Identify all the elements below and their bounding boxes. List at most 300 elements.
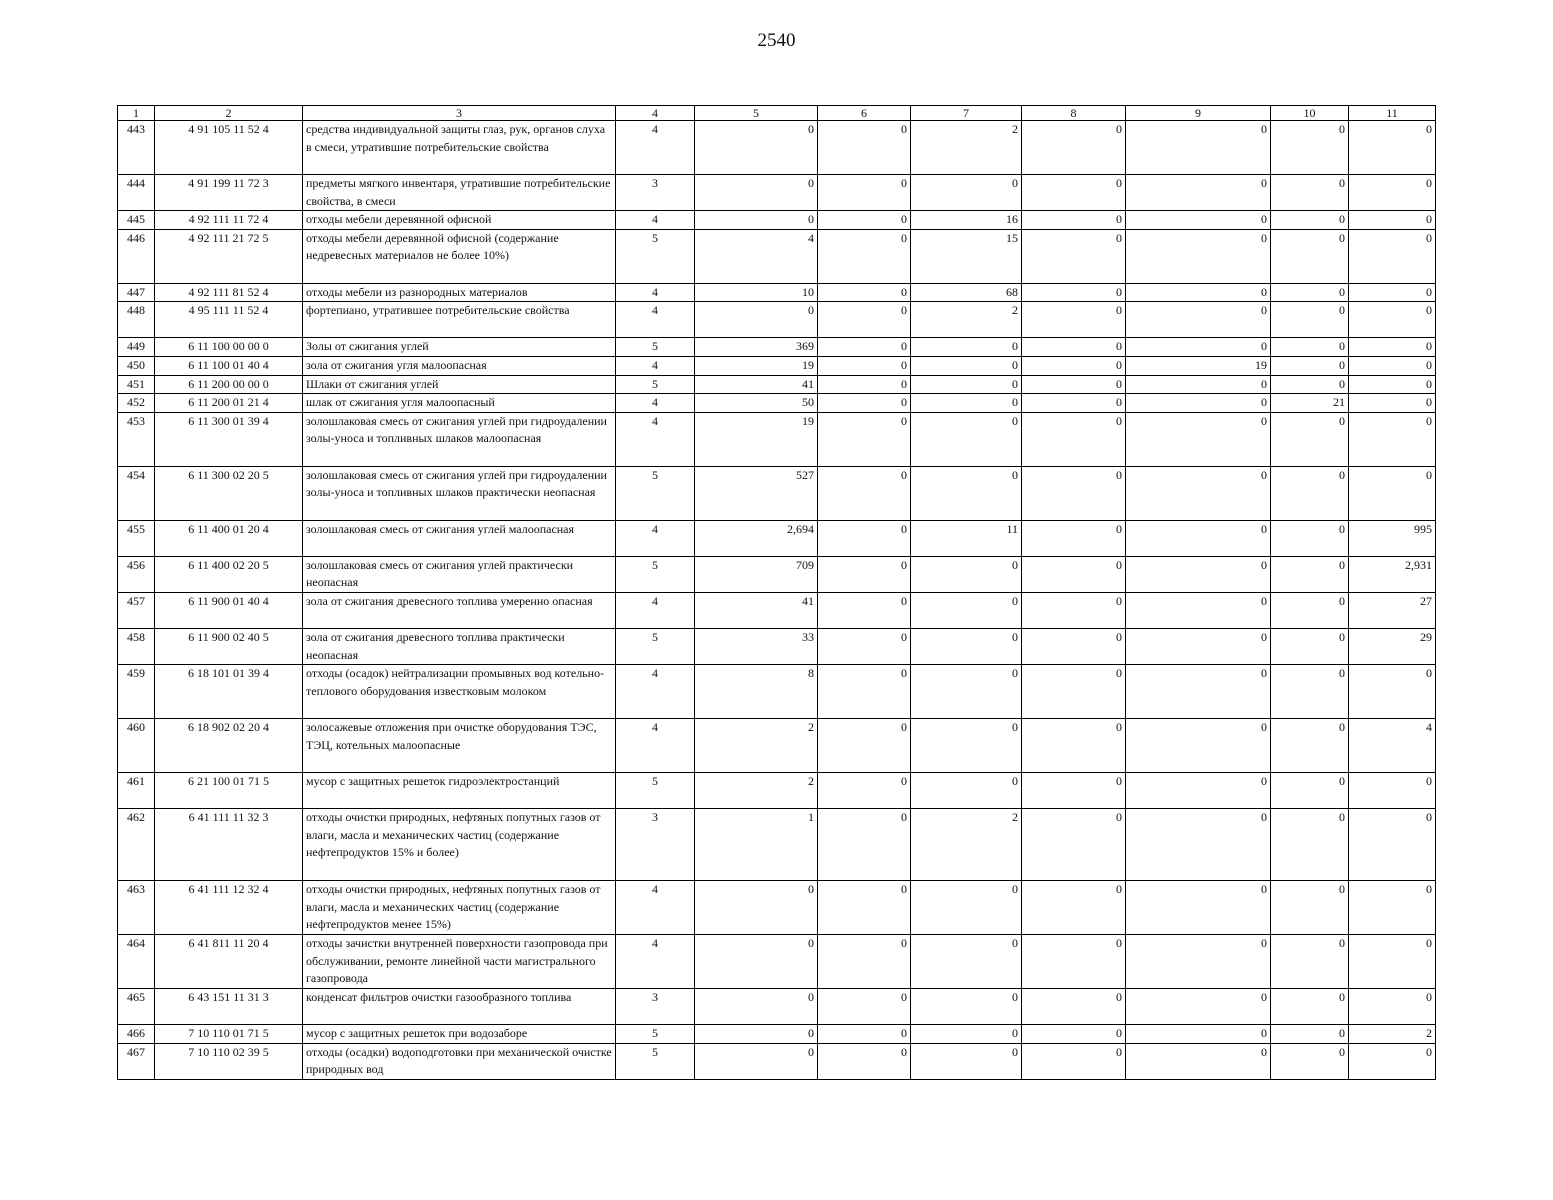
value-cell-5: 50 — [695, 394, 818, 413]
waste-name-cell: отходы очистки природных, нефтяных попутных газов от влаги, масла и механических частиц (содержание нефтепродуктов менее 15%) — [303, 881, 616, 935]
value-cell-6: 0 — [818, 121, 911, 175]
value-cell-10: 0 — [1271, 175, 1349, 211]
table-row — [118, 520, 1436, 556]
row-number-cell: 459 — [118, 665, 155, 719]
value-cell-7: 2 — [911, 302, 1022, 338]
value-cell-10: 0 — [1271, 356, 1349, 375]
row-number-cell: 454 — [118, 466, 155, 520]
value-cell-6: 0 — [818, 628, 911, 664]
value-cell-7: 0 — [911, 356, 1022, 375]
value-cell-7: 0 — [911, 175, 1022, 211]
waste-code-cell: 6 11 400 02 20 5 — [155, 556, 303, 592]
row-number-cell: 452 — [118, 394, 155, 413]
table-row — [118, 1025, 1436, 1044]
waste-name-cell: Шлаки от сжигания углей — [303, 375, 616, 394]
value-cell-10: 0 — [1271, 229, 1349, 283]
row-number-cell: 460 — [118, 719, 155, 773]
value-cell-11: 0 — [1349, 338, 1436, 357]
waste-code-cell: 4 95 111 11 52 4 — [155, 302, 303, 338]
value-cell-11: 0 — [1349, 394, 1436, 413]
value-cell-7: 0 — [911, 665, 1022, 719]
value-cell-9: 0 — [1126, 229, 1271, 283]
value-cell-10: 0 — [1271, 283, 1349, 302]
table-row — [118, 989, 1436, 1025]
value-cell-10: 0 — [1271, 809, 1349, 881]
hazard-class-cell: 4 — [616, 394, 695, 413]
value-cell-5: 2,694 — [695, 520, 818, 556]
header-cell: 5 — [695, 106, 818, 121]
value-cell-9: 0 — [1126, 211, 1271, 230]
value-cell-6: 0 — [818, 394, 911, 413]
value-cell-5: 41 — [695, 592, 818, 628]
waste-name-cell: мусор с защитных решеток гидроэлектростанций — [303, 773, 616, 809]
waste-name-cell: отходы мебели из разнородных материалов — [303, 283, 616, 302]
waste-name-cell: зола от сжигания угля малоопасная — [303, 356, 616, 375]
value-cell-9: 0 — [1126, 175, 1271, 211]
value-cell-5: 527 — [695, 466, 818, 520]
value-cell-9: 0 — [1126, 628, 1271, 664]
value-cell-7: 2 — [911, 121, 1022, 175]
value-cell-10: 0 — [1271, 338, 1349, 357]
value-cell-9: 19 — [1126, 356, 1271, 375]
waste-code-cell: 4 91 105 11 52 4 — [155, 121, 303, 175]
waste-code-cell: 6 11 400 01 20 4 — [155, 520, 303, 556]
hazard-class-cell: 5 — [616, 628, 695, 664]
header-cell: 6 — [818, 106, 911, 121]
value-cell-9: 0 — [1126, 338, 1271, 357]
value-cell-11: 0 — [1349, 283, 1436, 302]
value-cell-7: 68 — [911, 283, 1022, 302]
waste-code-cell: 6 41 111 11 32 3 — [155, 809, 303, 881]
value-cell-7: 0 — [911, 628, 1022, 664]
waste-name-cell: фортепиано, утратившее потребительские свойства — [303, 302, 616, 338]
value-cell-9: 0 — [1126, 394, 1271, 413]
waste-name-cell: зола от сжигания древесного топлива практически неопасная — [303, 628, 616, 664]
header-cell: 7 — [911, 106, 1022, 121]
value-cell-6: 0 — [818, 302, 911, 338]
value-cell-11: 995 — [1349, 520, 1436, 556]
value-cell-6: 0 — [818, 773, 911, 809]
value-cell-10: 0 — [1271, 302, 1349, 338]
value-cell-8: 0 — [1022, 592, 1126, 628]
hazard-class-cell: 4 — [616, 283, 695, 302]
value-cell-5: 0 — [695, 121, 818, 175]
value-cell-8: 0 — [1022, 881, 1126, 935]
table-row — [118, 773, 1436, 809]
hazard-class-cell: 4 — [616, 881, 695, 935]
row-number-cell: 463 — [118, 881, 155, 935]
value-cell-7: 0 — [911, 592, 1022, 628]
header-cell: 3 — [303, 106, 616, 121]
value-cell-5: 709 — [695, 556, 818, 592]
value-cell-11: 0 — [1349, 773, 1436, 809]
hazard-class-cell: 4 — [616, 356, 695, 375]
hazard-class-cell: 4 — [616, 121, 695, 175]
hazard-class-cell: 4 — [616, 665, 695, 719]
value-cell-11: 0 — [1349, 175, 1436, 211]
waste-code-cell: 6 11 900 02 40 5 — [155, 628, 303, 664]
value-cell-9: 0 — [1126, 302, 1271, 338]
value-cell-7: 0 — [911, 989, 1022, 1025]
value-cell-6: 0 — [818, 412, 911, 466]
value-cell-7: 0 — [911, 375, 1022, 394]
table-row — [118, 302, 1436, 338]
value-cell-9: 0 — [1126, 412, 1271, 466]
value-cell-11: 0 — [1349, 302, 1436, 338]
value-cell-6: 0 — [818, 211, 911, 230]
waste-code-cell: 6 18 101 01 39 4 — [155, 665, 303, 719]
row-number-cell: 456 — [118, 556, 155, 592]
row-number-cell: 465 — [118, 989, 155, 1025]
value-cell-8: 0 — [1022, 520, 1126, 556]
table-row — [118, 592, 1436, 628]
value-cell-5: 10 — [695, 283, 818, 302]
row-number-cell: 447 — [118, 283, 155, 302]
value-cell-10: 0 — [1271, 665, 1349, 719]
waste-code-cell: 6 41 811 11 20 4 — [155, 935, 303, 989]
value-cell-8: 0 — [1022, 719, 1126, 773]
value-cell-8: 0 — [1022, 989, 1126, 1025]
waste-name-cell: мусор с защитных решеток при водозаборе — [303, 1025, 616, 1044]
row-number-cell: 461 — [118, 773, 155, 809]
value-cell-9: 0 — [1126, 989, 1271, 1025]
waste-code-cell: 6 11 100 01 40 4 — [155, 356, 303, 375]
waste-code-cell: 6 11 900 01 40 4 — [155, 592, 303, 628]
value-cell-11: 0 — [1349, 989, 1436, 1025]
row-number-cell: 464 — [118, 935, 155, 989]
value-cell-11: 0 — [1349, 412, 1436, 466]
hazard-class-cell: 3 — [616, 809, 695, 881]
value-cell-7: 0 — [911, 935, 1022, 989]
value-cell-6: 0 — [818, 375, 911, 394]
row-number-cell: 446 — [118, 229, 155, 283]
value-cell-8: 0 — [1022, 394, 1126, 413]
waste-code-cell: 6 11 100 00 00 0 — [155, 338, 303, 357]
value-cell-8: 0 — [1022, 229, 1126, 283]
waste-code-cell: 6 11 200 01 21 4 — [155, 394, 303, 413]
hazard-class-cell: 5 — [616, 375, 695, 394]
waste-name-cell: средства индивидуальной защиты глаз, рук, органов слуха в смеси, утратившие потребительские свойства — [303, 121, 616, 175]
header-cell: 8 — [1022, 106, 1126, 121]
value-cell-5: 8 — [695, 665, 818, 719]
waste-code-cell: 7 10 110 02 39 5 — [155, 1043, 303, 1079]
row-number-cell: 445 — [118, 211, 155, 230]
value-cell-6: 0 — [818, 338, 911, 357]
value-cell-7: 0 — [911, 466, 1022, 520]
value-cell-7: 0 — [911, 394, 1022, 413]
waste-code-cell: 4 91 199 11 72 3 — [155, 175, 303, 211]
header-cell: 11 — [1349, 106, 1436, 121]
value-cell-10: 21 — [1271, 394, 1349, 413]
waste-name-cell: золошлаковая смесь от сжигания углей при гидроудалении золы-уноса и топливных шлаков практически неопасная — [303, 466, 616, 520]
value-cell-8: 0 — [1022, 466, 1126, 520]
value-cell-8: 0 — [1022, 412, 1126, 466]
header-row — [118, 106, 1436, 121]
value-cell-6: 0 — [818, 592, 911, 628]
value-cell-6: 0 — [818, 466, 911, 520]
table-row — [118, 628, 1436, 664]
value-cell-7: 0 — [911, 338, 1022, 357]
hazard-class-cell: 4 — [616, 935, 695, 989]
value-cell-9: 0 — [1126, 809, 1271, 881]
value-cell-11: 2 — [1349, 1025, 1436, 1044]
value-cell-7: 0 — [911, 1043, 1022, 1079]
value-cell-10: 0 — [1271, 628, 1349, 664]
row-number-cell: 451 — [118, 375, 155, 394]
value-cell-5: 2 — [695, 719, 818, 773]
value-cell-6: 0 — [818, 229, 911, 283]
header-cell: 4 — [616, 106, 695, 121]
value-cell-10: 0 — [1271, 211, 1349, 230]
value-cell-11: 27 — [1349, 592, 1436, 628]
waste-name-cell: отходы очистки природных, нефтяных попутных газов от влаги, масла и механических частиц (содержание нефтепродуктов 15% и более) — [303, 809, 616, 881]
waste-code-cell: 6 18 902 02 20 4 — [155, 719, 303, 773]
table-row — [118, 881, 1436, 935]
table-row — [118, 394, 1436, 413]
value-cell-8: 0 — [1022, 628, 1126, 664]
waste-code-cell: 6 21 100 01 71 5 — [155, 773, 303, 809]
value-cell-8: 0 — [1022, 175, 1126, 211]
value-cell-11: 0 — [1349, 229, 1436, 283]
value-cell-6: 0 — [818, 175, 911, 211]
value-cell-11: 0 — [1349, 466, 1436, 520]
value-cell-10: 0 — [1271, 989, 1349, 1025]
value-cell-10: 0 — [1271, 520, 1349, 556]
value-cell-5: 33 — [695, 628, 818, 664]
hazard-class-cell: 3 — [616, 175, 695, 211]
value-cell-7: 2 — [911, 809, 1022, 881]
value-cell-8: 0 — [1022, 665, 1126, 719]
value-cell-11: 0 — [1349, 665, 1436, 719]
waste-code-cell: 6 41 111 12 32 4 — [155, 881, 303, 935]
header-cell: 1 — [118, 106, 155, 121]
waste-name-cell: Золы от сжигания углей — [303, 338, 616, 357]
waste-name-cell: отходы (осадки) водоподготовки при механической очистке природных вод — [303, 1043, 616, 1079]
value-cell-9: 0 — [1126, 935, 1271, 989]
table-row — [118, 356, 1436, 375]
value-cell-6: 0 — [818, 356, 911, 375]
value-cell-7: 0 — [911, 412, 1022, 466]
value-cell-9: 0 — [1126, 520, 1271, 556]
table-row — [118, 412, 1436, 466]
value-cell-5: 1 — [695, 809, 818, 881]
value-cell-5: 0 — [695, 175, 818, 211]
value-cell-9: 0 — [1126, 283, 1271, 302]
hazard-class-cell: 3 — [616, 989, 695, 1025]
value-cell-7: 0 — [911, 881, 1022, 935]
value-cell-8: 0 — [1022, 935, 1126, 989]
waste-code-cell: 4 92 111 21 72 5 — [155, 229, 303, 283]
value-cell-6: 0 — [818, 809, 911, 881]
value-cell-5: 19 — [695, 412, 818, 466]
waste-code-cell: 6 11 300 01 39 4 — [155, 412, 303, 466]
value-cell-6: 0 — [818, 556, 911, 592]
value-cell-6: 0 — [818, 520, 911, 556]
value-cell-6: 0 — [818, 935, 911, 989]
value-cell-10: 0 — [1271, 412, 1349, 466]
row-number-cell: 457 — [118, 592, 155, 628]
value-cell-10: 0 — [1271, 773, 1349, 809]
value-cell-10: 0 — [1271, 466, 1349, 520]
value-cell-7: 15 — [911, 229, 1022, 283]
value-cell-9: 0 — [1126, 121, 1271, 175]
table-row — [118, 229, 1436, 283]
value-cell-11: 0 — [1349, 881, 1436, 935]
hazard-class-cell: 5 — [616, 466, 695, 520]
value-cell-8: 0 — [1022, 302, 1126, 338]
value-cell-11: 2,931 — [1349, 556, 1436, 592]
value-cell-8: 0 — [1022, 1025, 1126, 1044]
waste-name-cell: золошлаковая смесь от сжигания углей практически неопасная — [303, 556, 616, 592]
value-cell-11: 0 — [1349, 375, 1436, 394]
hazard-class-cell: 5 — [616, 229, 695, 283]
table-row — [118, 121, 1436, 175]
value-cell-5: 369 — [695, 338, 818, 357]
value-cell-8: 0 — [1022, 211, 1126, 230]
header-cell: 9 — [1126, 106, 1271, 121]
value-cell-10: 0 — [1271, 375, 1349, 394]
waste-name-cell: отходы мебели деревянной офисной — [303, 211, 616, 230]
header-cell: 2 — [155, 106, 303, 121]
waste-code-cell: 6 11 200 00 00 0 — [155, 375, 303, 394]
waste-name-cell: отходы зачистки внутренней поверхности газопровода при обслуживании, ремонте линейной части магистрального газопровода — [303, 935, 616, 989]
row-number-cell: 450 — [118, 356, 155, 375]
value-cell-5: 0 — [695, 1025, 818, 1044]
row-number-cell: 444 — [118, 175, 155, 211]
value-cell-10: 0 — [1271, 121, 1349, 175]
row-number-cell: 443 — [118, 121, 155, 175]
table-row — [118, 338, 1436, 357]
value-cell-11: 4 — [1349, 719, 1436, 773]
hazard-class-cell: 5 — [616, 1043, 695, 1079]
waste-name-cell: золошлаковая смесь от сжигания углей малоопасная — [303, 520, 616, 556]
row-number-cell: 466 — [118, 1025, 155, 1044]
value-cell-9: 0 — [1126, 1043, 1271, 1079]
value-cell-6: 0 — [818, 1043, 911, 1079]
value-cell-10: 0 — [1271, 719, 1349, 773]
waste-name-cell: зола от сжигания древесного топлива умеренно опасная — [303, 592, 616, 628]
waste-table — [117, 105, 1436, 1080]
waste-name-cell: золошлаковая смесь от сжигания углей при гидроудалении золы-уноса и топливных шлаков малоопасная — [303, 412, 616, 466]
value-cell-8: 0 — [1022, 1043, 1126, 1079]
value-cell-5: 41 — [695, 375, 818, 394]
table-row — [118, 283, 1436, 302]
hazard-class-cell: 5 — [616, 1025, 695, 1044]
value-cell-6: 0 — [818, 881, 911, 935]
value-cell-9: 0 — [1126, 881, 1271, 935]
value-cell-8: 0 — [1022, 338, 1126, 357]
table-row — [118, 935, 1436, 989]
table-row — [118, 665, 1436, 719]
value-cell-5: 0 — [695, 1043, 818, 1079]
value-cell-10: 0 — [1271, 1043, 1349, 1079]
waste-name-cell: отходы мебели деревянной офисной (содержание недревесных материалов не более 10%) — [303, 229, 616, 283]
value-cell-10: 0 — [1271, 556, 1349, 592]
waste-code-cell: 4 92 111 81 52 4 — [155, 283, 303, 302]
hazard-class-cell: 5 — [616, 773, 695, 809]
hazard-class-cell: 4 — [616, 719, 695, 773]
value-cell-7: 0 — [911, 1025, 1022, 1044]
hazard-class-cell: 4 — [616, 302, 695, 338]
value-cell-8: 0 — [1022, 121, 1126, 175]
value-cell-11: 0 — [1349, 1043, 1436, 1079]
value-cell-8: 0 — [1022, 773, 1126, 809]
table-row — [118, 556, 1436, 592]
value-cell-6: 0 — [818, 989, 911, 1025]
value-cell-11: 0 — [1349, 809, 1436, 881]
hazard-class-cell: 4 — [616, 211, 695, 230]
waste-name-cell: золосажевые отложения при очистке оборудования ТЭС, ТЭЦ, котельных малоопасные — [303, 719, 616, 773]
table-row — [118, 211, 1436, 230]
value-cell-5: 4 — [695, 229, 818, 283]
value-cell-7: 0 — [911, 556, 1022, 592]
value-cell-7: 11 — [911, 520, 1022, 556]
value-cell-6: 0 — [818, 719, 911, 773]
row-number-cell: 455 — [118, 520, 155, 556]
value-cell-8: 0 — [1022, 283, 1126, 302]
waste-code-cell: 6 43 151 11 31 3 — [155, 989, 303, 1025]
value-cell-8: 0 — [1022, 375, 1126, 394]
value-cell-9: 0 — [1126, 592, 1271, 628]
value-cell-5: 0 — [695, 881, 818, 935]
waste-code-cell: 6 11 300 02 20 5 — [155, 466, 303, 520]
waste-name-cell: конденсат фильтров очистки газообразного топлива — [303, 989, 616, 1025]
table-row — [118, 809, 1436, 881]
value-cell-10: 0 — [1271, 881, 1349, 935]
hazard-class-cell: 4 — [616, 592, 695, 628]
hazard-class-cell: 5 — [616, 338, 695, 357]
value-cell-8: 0 — [1022, 356, 1126, 375]
hazard-class-cell: 4 — [616, 412, 695, 466]
value-cell-5: 0 — [695, 302, 818, 338]
value-cell-9: 0 — [1126, 466, 1271, 520]
waste-code-cell: 7 10 110 01 71 5 — [155, 1025, 303, 1044]
row-number-cell: 448 — [118, 302, 155, 338]
value-cell-5: 0 — [695, 211, 818, 230]
row-number-cell: 462 — [118, 809, 155, 881]
table-row — [118, 1043, 1436, 1079]
value-cell-9: 0 — [1126, 375, 1271, 394]
table-body — [118, 121, 1436, 1080]
value-cell-9: 0 — [1126, 665, 1271, 719]
value-cell-6: 0 — [818, 665, 911, 719]
hazard-class-cell: 5 — [616, 556, 695, 592]
value-cell-5: 0 — [695, 989, 818, 1025]
value-cell-9: 0 — [1126, 719, 1271, 773]
value-cell-11: 0 — [1349, 356, 1436, 375]
value-cell-9: 0 — [1126, 1025, 1271, 1044]
page-number: 2540 — [757, 30, 796, 51]
value-cell-5: 19 — [695, 356, 818, 375]
value-cell-11: 0 — [1349, 211, 1436, 230]
value-cell-11: 29 — [1349, 628, 1436, 664]
row-number-cell: 458 — [118, 628, 155, 664]
waste-code-cell: 4 92 111 11 72 4 — [155, 211, 303, 230]
waste-name-cell: отходы (осадок) нейтрализации промывных вод котельно-теплового оборудования известковым молоком — [303, 665, 616, 719]
value-cell-5: 2 — [695, 773, 818, 809]
table-row — [118, 375, 1436, 394]
value-cell-7: 0 — [911, 719, 1022, 773]
table-row — [118, 466, 1436, 520]
table-row — [118, 719, 1436, 773]
value-cell-11: 0 — [1349, 121, 1436, 175]
waste-name-cell: шлак от сжигания угля малоопасный — [303, 394, 616, 413]
header-cell: 10 — [1271, 106, 1349, 121]
value-cell-6: 0 — [818, 1025, 911, 1044]
value-cell-10: 0 — [1271, 935, 1349, 989]
value-cell-9: 0 — [1126, 556, 1271, 592]
value-cell-5: 0 — [695, 935, 818, 989]
